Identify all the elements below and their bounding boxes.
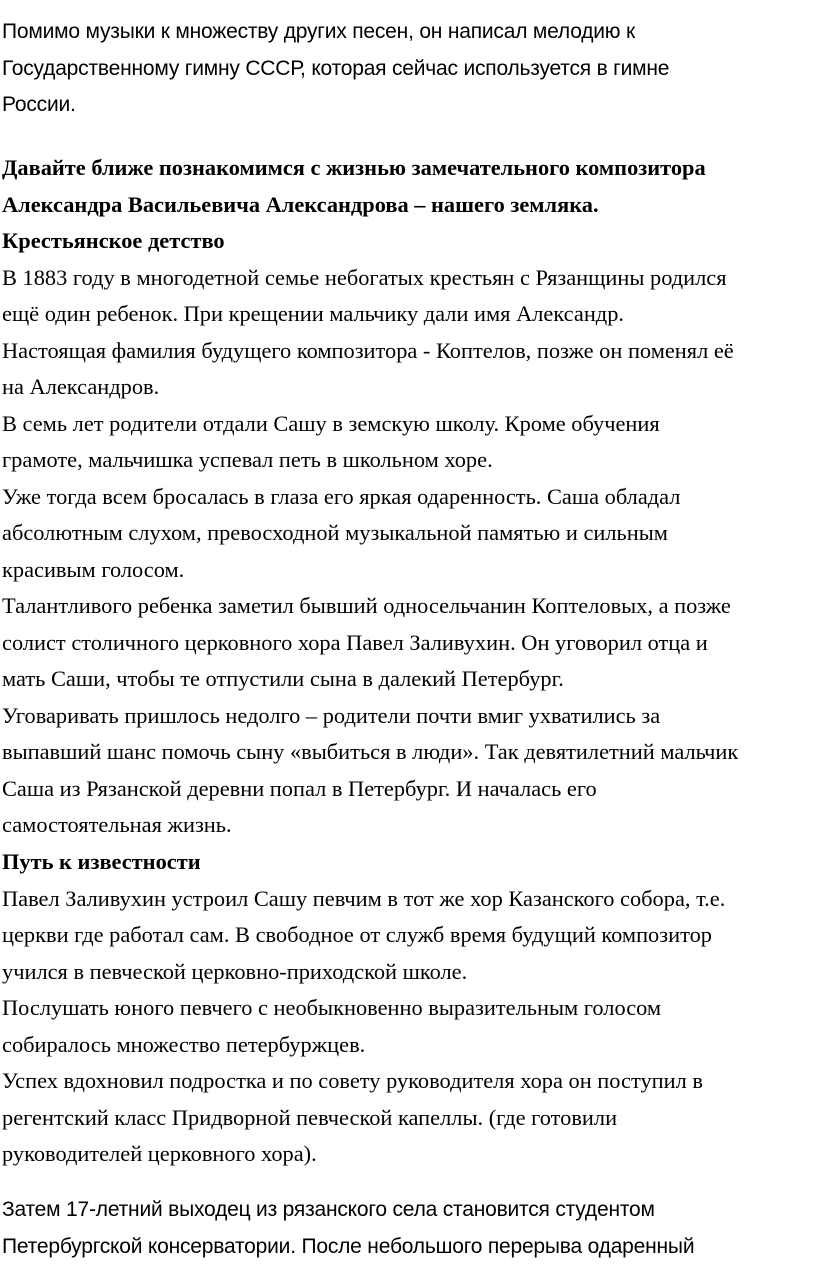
section-peasant-childhood xyxy=(2,223,814,844)
text-line: Павел Заливухин устроил Сашу певчим в тот же хор Казанского собора, т.е. xyxy=(2,885,726,911)
text-line: Уговаривать пришлось недолго – родители почти вмиг ухватились за xyxy=(2,702,661,728)
text-line: собиралось множество петербуржцев. xyxy=(2,1031,366,1057)
text-line: В семь лет родители отдали Сашу в земскую школу. Кроме обучения xyxy=(2,410,660,436)
heading-line: Александра Васильевича Александрова – нашего земляка. xyxy=(2,191,599,217)
text-line: Государственному гимну СССР, которая сейчас используется в гимне xyxy=(2,56,670,80)
text-line: России. xyxy=(2,93,76,116)
text-line: Успех вдохновил подростка и по совету руководителя хора он поступил в xyxy=(2,1068,703,1093)
text-line: Саша из Рязанской деревни попал в Петербург. И началась его xyxy=(2,775,597,801)
text-line: самостоятельная жизнь. xyxy=(2,812,232,837)
text-line: В 1883 году в многодетной семье небогатых крестьян с Рязанщины родился xyxy=(2,264,727,290)
section-heading: Крестьянское детство xyxy=(2,228,225,253)
text-line: церкви где работал сам. В свободное от служб время будущий композитор xyxy=(2,922,712,947)
section-path-to-fame xyxy=(2,844,814,1173)
text-line: выпавший шанс помочь сыну «выбиться в люди». Так девятилетний мальчик xyxy=(2,739,739,764)
text-line: ещё один ребенок. При крещении мальчику дали имя Александр. xyxy=(2,301,624,326)
text-line: регентский класс Придворной певческой капеллы. (где готовили xyxy=(2,1104,618,1130)
intro-paragraph xyxy=(2,14,814,124)
text-line: учился в певческой церковно-приходской школе. xyxy=(2,958,468,984)
text-line: Помимо музыки к множеству других песен, он написал мелодию к xyxy=(2,20,635,43)
text-line: Послушать юного певчего с необыкновенно выразительным голосом xyxy=(2,995,662,1020)
text-line: Уже тогда всем бросалась в глаза его яркая одаренность. Саша обладал xyxy=(2,483,681,509)
text-line: абсолютным слухом, превосходной музыкальной памятью и сильным xyxy=(2,520,668,545)
text-line: мать Саши, чтобы те отпустили сына в далекий Петербург. xyxy=(2,666,564,691)
text-line: красивым голосом. xyxy=(2,556,185,582)
text-line: грамоте, мальчишка успевал петь в школьном хоре. xyxy=(2,447,493,472)
text-line: Талантливого ребенка заметил бывший односельчанин Коптеловых, а позже xyxy=(2,593,731,618)
text-line: Петербургской консерватории. После небольшого перерыва одаренный xyxy=(2,1234,695,1258)
text-line: Настоящая фамилия будущего композитора - Коптелов, позже он поменял её xyxy=(2,337,734,363)
heading-line: Давайте ближе познакомимся с жизнью замечательного композитора xyxy=(2,155,706,180)
outro-paragraph xyxy=(2,1192,814,1265)
text-line: руководителей церковного хора). xyxy=(2,1141,317,1166)
text-line: Затем 17-летний выходец из рязанского села становится студентом xyxy=(2,1198,655,1221)
section-heading: Путь к известности xyxy=(2,849,201,874)
main-heading xyxy=(2,150,814,223)
text-line: на Александров. xyxy=(2,374,160,399)
text-line: солист столичного церковного хора Павел Заливухин. Он уговорил отца и xyxy=(2,629,708,655)
